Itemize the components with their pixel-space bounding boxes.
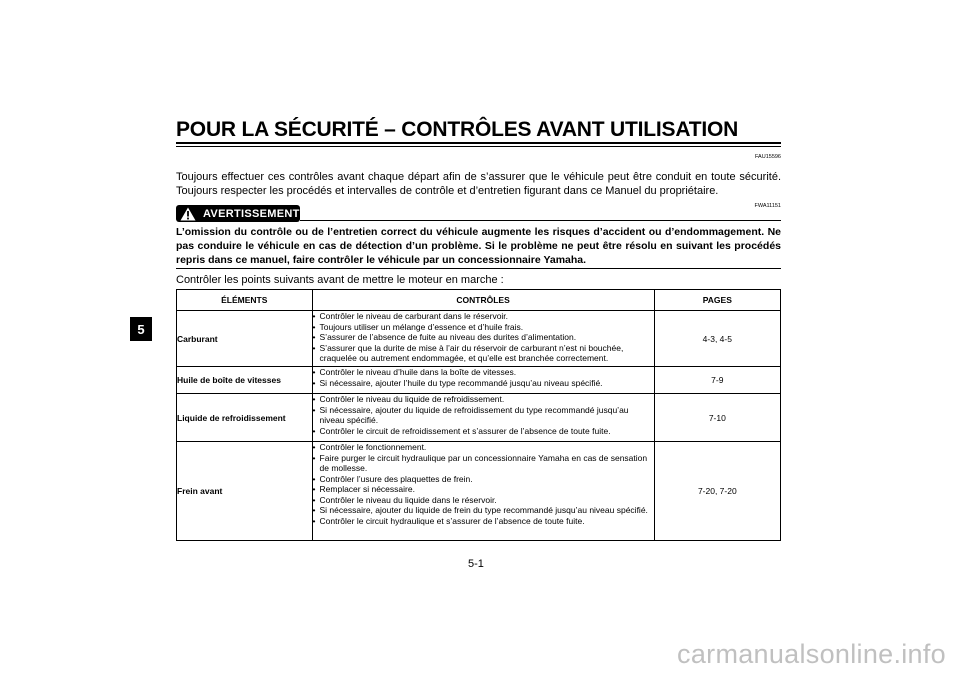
row-item: Huile de boîte de vitesses	[177, 367, 313, 394]
check-bullet: • S’assurer que la durite de mise à l’air du réservoir de carburant n’est ni bouchée, craquelée ou autrement endommagée, et qu’elle est branchée correctement.	[313, 343, 654, 364]
table-row	[177, 367, 781, 394]
row-item: Carburant	[177, 311, 313, 367]
check-bullet: • Contrôler le circuit hydraulique et s’assurer de l’absence de toute fuite.	[313, 516, 654, 527]
checks-intro: Contrôler les points suivants avant de mettre le moteur en marche :	[176, 274, 504, 286]
title-rule	[176, 142, 781, 147]
table-row	[177, 311, 781, 367]
check-bullet: • Contrôler le circuit de refroidissement et s’assurer de l’absence de toute fuite.	[313, 426, 654, 437]
warning-text: L’omission du contrôle ou de l’entretien correct du véhicule augmente les risques d’accident ou d’endommagement. Ne pas conduire le véhicule en cas de détection d’un problème. Si le problème ne peut être résolu en suivant les procédés repris dans ce manuel, faire contrôler le véhicule par un concessionnaire Yamaha.	[176, 226, 781, 266]
warning-triangle-icon	[180, 207, 196, 221]
check-bullet: • Contrôler le niveau du liquide dans le réservoir.	[313, 495, 654, 506]
check-bullet: • S’assurer de l’absence de fuite au niveau des durites d’alimentation.	[313, 332, 654, 343]
check-bullet: • Contrôler le niveau de carburant dans le réservoir.	[313, 311, 654, 322]
check-bullet: • Remplacer si nécessaire.	[313, 484, 654, 495]
header-pages: PAGES	[654, 290, 780, 311]
header-checks: CONTRÔLES	[312, 290, 654, 311]
row-item: Liquide de refroidissement	[177, 394, 313, 442]
row-checks	[312, 311, 654, 367]
page-title: POUR LA SÉCURITÉ – CONTRÔLES AVANT UTILISATION	[176, 118, 739, 141]
watermark: carmanualsonline.info	[677, 639, 946, 669]
row-pages: 4-3, 4-5	[654, 311, 780, 367]
check-bullet: • Contrôler l’usure des plaquettes de frein.	[313, 474, 654, 485]
table-row	[177, 394, 781, 442]
row-pages: 7-9	[654, 367, 780, 394]
warning-bottom-rule	[176, 268, 781, 269]
row-checks	[312, 442, 654, 541]
check-bullet: • Toujours utiliser un mélange d’essence et d’huile frais.	[313, 322, 654, 333]
check-bullet: • Si nécessaire, ajouter l’huile du type recommandé jusqu’au niveau spécifié.	[313, 378, 654, 389]
check-bullet: • Faire purger le circuit hydraulique par un concessionnaire Yamaha en cas de sensation de mollesse.	[313, 453, 654, 474]
row-checks	[312, 367, 654, 394]
intro-paragraph: Toujours effectuer ces contrôles avant chaque départ afin de s’assurer que le véhicule peut être conduit en toute sécurité. Toujours respecter les procédés et intervalles de contrôle et d’entretien figurant dans ce Manuel du propriétaire.	[176, 171, 781, 197]
table-row	[177, 442, 781, 541]
check-bullet: • Contrôler le niveau du liquide de refroidissement.	[313, 394, 654, 405]
check-bullet: • Contrôler le fonctionnement.	[313, 442, 654, 453]
row-checks	[312, 394, 654, 442]
warning-badge	[176, 205, 300, 222]
warning-top-rule	[300, 220, 781, 221]
check-bullet: • Si nécessaire, ajouter du liquide de frein du type recommandé jusqu’au niveau spécifié.	[313, 505, 654, 516]
header-items: ÉLÉMENTS	[177, 290, 313, 311]
warning-reference-code: FWA11151	[754, 203, 781, 209]
check-bullet: • Si nécessaire, ajouter du liquide de refroidissement du type recommandé jusqu’au niveau spécifié.	[313, 405, 654, 426]
row-pages: 7-10	[654, 394, 780, 442]
warning-label: AVERTISSEMENT	[203, 207, 300, 220]
pre-operation-checks-table	[176, 289, 781, 541]
table-header-row	[177, 290, 781, 311]
check-bullet: • Contrôler le niveau d’huile dans la boîte de vitesses.	[313, 367, 654, 378]
row-item: Frein avant	[177, 442, 313, 541]
intro-reference-code: FAU15596	[755, 154, 781, 160]
chapter-tab: 5	[130, 317, 152, 341]
row-pages: 7-20, 7-20	[654, 442, 780, 541]
page-number: 5-1	[468, 558, 484, 570]
